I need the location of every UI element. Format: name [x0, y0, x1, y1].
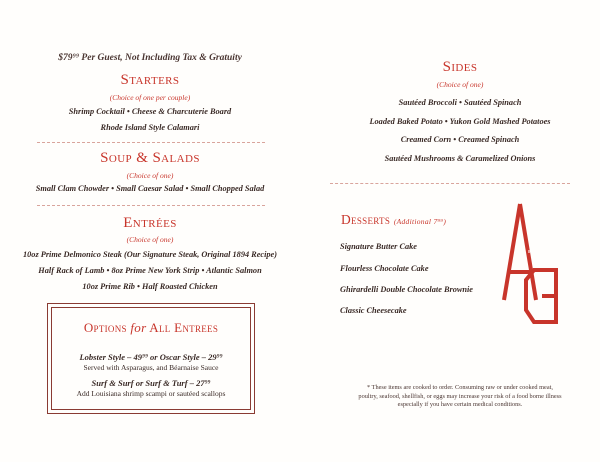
options-title-pre: Options [83, 320, 131, 335]
option-lobster-oscar-desc: Served with Asparagus, and Béarnaise Sauce [83, 363, 219, 372]
soup-salads-line: Small Clam Chowder • Small Caesar Salad • Small Chopped Salad [35, 184, 265, 193]
entrees-items [0, 247, 300, 295]
sides-line: Loaded Baked Potato • Yukon Gold Mashed Potatoes [369, 116, 551, 126]
ag-logo-icon [498, 200, 560, 332]
dessert-item: Ghirardelli Double Chocolate Brownie [340, 285, 473, 294]
disclaimer-line: * These items are cooked to order. Consuming raw or under cooked meat, [367, 384, 553, 391]
soup-salads-title: Soup & Salads [100, 150, 200, 166]
soup-salads-items [0, 181, 300, 197]
starters-line: Shrimp Cocktail • Cheese & Charcuterie Board [68, 107, 232, 116]
option-surf-turf: Surf & Surf or Surf & Turf – 27⁹⁹ [91, 378, 211, 388]
dessert-item: Flourless Chocolate Cake [340, 264, 429, 273]
soup-salads-subtitle: (Choice of one) [126, 171, 174, 180]
starters-title: Starters [120, 72, 180, 88]
options-title [52, 320, 250, 336]
divider [37, 142, 265, 143]
entrees-subtitle: (Choice of one) [126, 235, 174, 244]
options-box [47, 303, 255, 414]
option-lobster-oscar: Lobster Style – 49⁹⁹ or Oscar Style – 29⁹⁹ [79, 352, 223, 362]
disclaimer [337, 384, 583, 410]
dessert-item: Classic Cheesecake [340, 306, 407, 315]
starters-items [0, 104, 300, 136]
option-surf-turf-desc: Add Louisiana shrimp scampi or sautéed scallops [76, 389, 226, 398]
desserts-subtitle: (Additional 7⁹⁹) [393, 217, 447, 226]
price-line: $79⁹⁹ Per Guest, Not Including Tax & Gratuity [58, 53, 242, 63]
starters-line: Rhode Island Style Calamari [100, 123, 200, 132]
options-inner-border [51, 307, 251, 410]
sides-line: Sautéed Mushrooms & Caramelized Onions [384, 153, 536, 163]
starters-subtitle: (Choice of one per couple) [109, 93, 191, 102]
entrees-line: 10oz Prime Rib • Half Roasted Chicken [82, 282, 218, 291]
sides-line: Creamed Corn • Creamed Spinach [400, 135, 520, 144]
disclaimer-line: poultry, seafood, shellfish, or eggs may increase your risk of a food borne illness [358, 392, 562, 400]
disclaimer-line: especially if you have certain medical conditions. [397, 401, 523, 409]
sides-title: Sides [442, 59, 478, 75]
desserts-title [341, 212, 446, 228]
divider [37, 205, 265, 206]
desserts-title-text: Desserts [341, 212, 391, 227]
entrees-line: Half Rack of Lamb • 8oz Prime New York Strip • Atlantic Salmon [38, 266, 262, 275]
sides-subtitle: (Choice of one) [436, 80, 484, 89]
options-title-for: for [130, 320, 147, 335]
dessert-item: Signature Butter Cake [340, 242, 417, 251]
sides-line: Sautéed Broccoli • Sautéed Spinach [398, 98, 522, 107]
entrees-line: 10oz Prime Delmonico Steak (Our Signature Steak, Original 1894 Recipe) [23, 250, 277, 259]
sides-items [337, 94, 583, 168]
options-title-post: All Entrees [146, 320, 219, 335]
divider [330, 183, 570, 184]
entrees-title: Entrées [123, 215, 177, 231]
